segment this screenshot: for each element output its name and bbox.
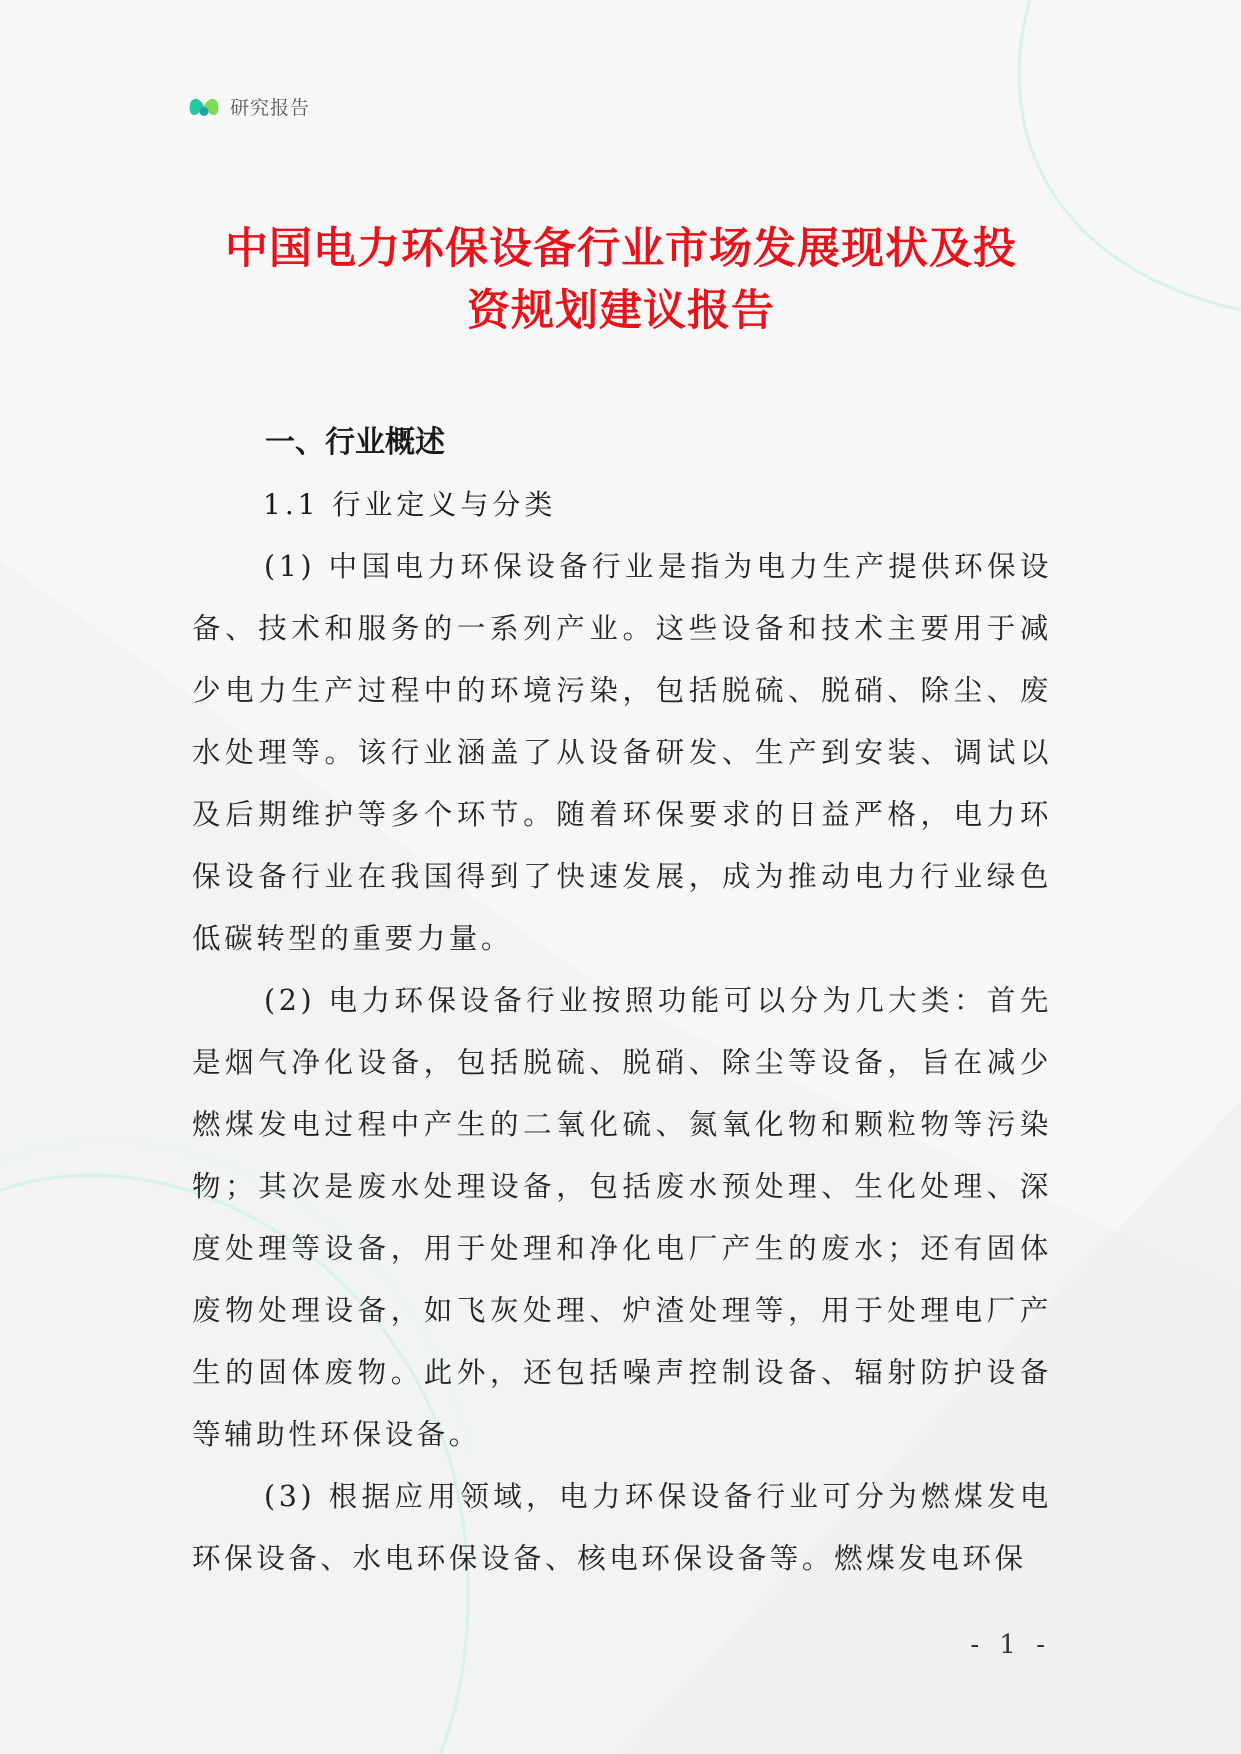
report-title [186, 218, 1056, 342]
paragraph-1: (1) 中国电力环保设备行业是指为电力生产提供环保设备、技术和服务的一系列产业。这些设备和技术主要用于减少电力生产过程中的环境污染，包括脱硫、脱硝、除尘、废水处理等。该行业涵盖了从设备研发、生产到安装、调试以及后期维护等多个环节。随着环保要求的日益严格，电力环保设备行业在我国得到了快速发展，成为推动电力行业绿色低碳转型的重要力量。 [192, 550, 1052, 955]
paragraph-2: (2) 电力环保设备行业按照功能可以分为几大类：首先是烟气净化设备，包括脱硫、脱硝、除尘等设备，旨在减少燃煤发电过程中产生的二氧化硫、氮氧化物和颗粒物等污染物；其次是废水处理设备，包括废水预处理、生化处理、深度处理等设备，用于处理和净化电厂产生的废水；还有固体废物处理设备，如飞灰处理、炉渣处理等，用于处理电厂产生的固体废物。此外，还包括噪声控制设备、辐射防护设备等辅助性环保设备。 [192, 984, 1052, 1451]
report-body [192, 412, 1052, 1590]
report-title-line-1: 中国电力环保设备行业市场发展现状及投 [225, 224, 1017, 274]
page-number: - 1 - [970, 1630, 1051, 1660]
report-header [186, 88, 310, 124]
brand-logo-icon [186, 88, 222, 124]
section-heading: 一、行业概述 [265, 425, 445, 460]
paragraph-3: (3) 根据应用领域，电力环保设备行业可分为燃煤发电环保设备、水电环保设备、核电环保设备等。燃煤发电环保 [192, 1480, 1052, 1575]
report-title-line-2: 资规划建议报告 [467, 286, 775, 336]
logo-center-dot [200, 107, 209, 116]
header-label: 研究报告 [230, 96, 311, 119]
subsection-heading: 1.1 行业定义与分类 [263, 488, 557, 521]
